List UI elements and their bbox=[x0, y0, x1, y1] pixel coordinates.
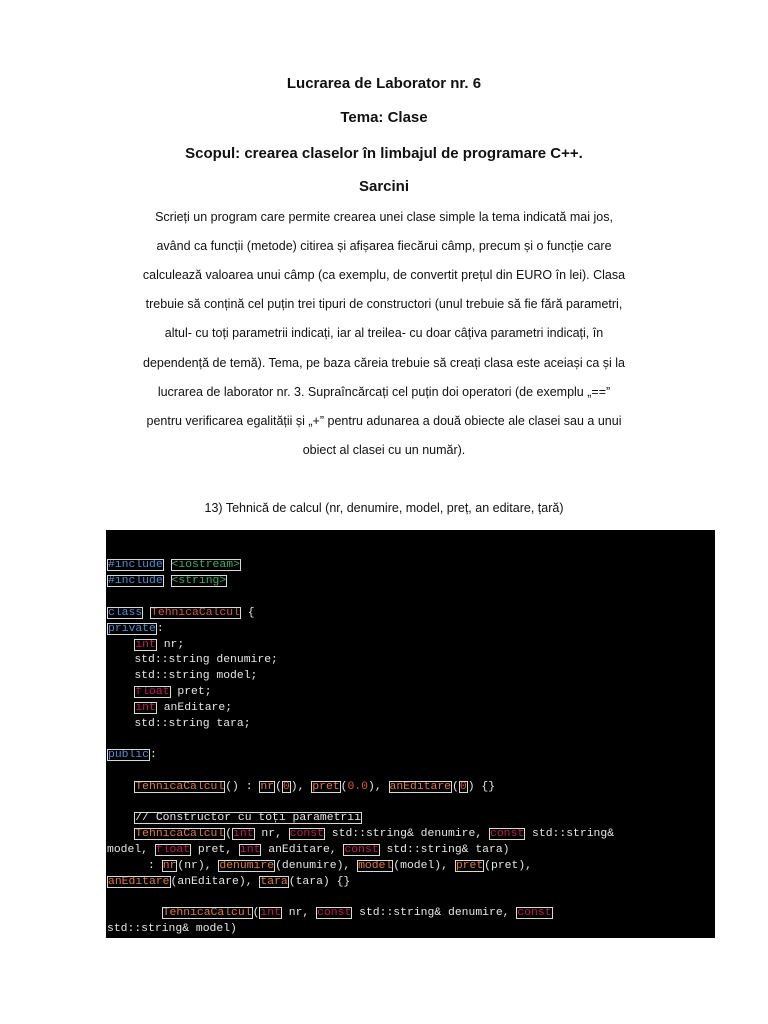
code-token: pret; bbox=[170, 686, 212, 698]
code-token: <iostream> bbox=[171, 559, 240, 571]
code-line bbox=[107, 748, 157, 764]
task-assignment: 13) Tehnică de calcul (nr, denumire, model, preț, an editare, țară) bbox=[204, 501, 564, 515]
code-token: nr, bbox=[281, 907, 317, 919]
code-token: anEditare; bbox=[156, 702, 233, 714]
code-token: int bbox=[135, 702, 156, 714]
code-token: std::string& denumire, bbox=[324, 828, 490, 840]
code-line bbox=[107, 843, 510, 859]
code-token: #include bbox=[108, 559, 163, 571]
code-line bbox=[107, 606, 255, 622]
code-block bbox=[106, 530, 715, 938]
code-token: model, bbox=[107, 844, 155, 856]
code-line: TehnicaCalcul(int nr, const std::string& denumire, const bbox=[162, 907, 552, 919]
code-token: : bbox=[150, 749, 157, 761]
paragraph-line: având ca funcții (metode) citirea și afișarea fiecărui câmp, precum și o funcție care bbox=[156, 239, 612, 253]
code-token: pret, bbox=[191, 844, 239, 856]
code-line bbox=[107, 558, 241, 574]
code-token: (denumire), bbox=[275, 860, 358, 872]
code-line: TehnicaCalcul() : nr(0), pret(0.0), anEditare(0) {} bbox=[135, 781, 496, 793]
code-token: nr; bbox=[156, 639, 185, 651]
code-token: TehnicaCalcul bbox=[135, 828, 225, 840]
code-token: anEditare bbox=[389, 781, 452, 793]
code-token: 0.0 bbox=[347, 781, 368, 793]
code-token: const bbox=[490, 828, 525, 840]
code-token: class bbox=[108, 607, 143, 619]
code-token: pret bbox=[312, 781, 340, 793]
code-token: <string> bbox=[171, 575, 227, 587]
code-line bbox=[107, 701, 232, 717]
code-token: model bbox=[358, 860, 393, 872]
code-line bbox=[107, 685, 212, 701]
code-line bbox=[107, 875, 350, 891]
paragraph-line: trebuie să conțină cel puțin trei tipuri de constructori (unul trebuie să fie fără parametri, bbox=[145, 297, 623, 311]
code-token: (tara) {} bbox=[288, 876, 351, 888]
tasks-heading: Sarcini bbox=[358, 178, 410, 195]
code-token: (anEditare), bbox=[170, 876, 260, 888]
code-token: const bbox=[317, 907, 352, 919]
code-token: private bbox=[108, 623, 156, 635]
code-line bbox=[107, 811, 362, 827]
purpose-heading: Scopul: crearea claselor în limbajul de programare C++. bbox=[185, 145, 583, 162]
code-token: float bbox=[155, 844, 191, 856]
code-line: std::string denumire; bbox=[107, 654, 278, 666]
paragraph-line: dependență de temă). Tema, pe baza căreia trebuie să creați clasa este aceiași ca și la bbox=[143, 356, 625, 370]
code-token: TehnicaCalcul bbox=[135, 781, 225, 793]
code-token: const bbox=[344, 844, 379, 856]
code-line bbox=[107, 622, 164, 638]
code-token: {} bbox=[474, 781, 496, 793]
code-line: std::string tara; bbox=[107, 718, 251, 730]
code-token: : bbox=[107, 860, 162, 872]
code-line: TehnicaCalcul(int nr, const std::string& denumire, const std::string& bbox=[135, 828, 615, 840]
code-token: int bbox=[233, 828, 254, 840]
paragraph-line: obiect al clasei cu un număr). bbox=[302, 443, 466, 457]
code-token: { bbox=[240, 607, 255, 619]
code-token: std::string& tara) bbox=[379, 844, 510, 856]
code-token: std::string& bbox=[525, 828, 615, 840]
paragraph-line: calculează valoarea unui câmp (ca exemplu, de convertit prețul din EURO în lei). Clasa bbox=[142, 268, 626, 282]
code-token: () : bbox=[225, 781, 260, 793]
code-line bbox=[107, 859, 532, 875]
code-token: TehnicaCalcul bbox=[162, 907, 252, 919]
code-token: : bbox=[156, 623, 164, 635]
paragraph-line: pentru verificarea egalității și „+” pentru adunarea a două obiecte ale clasei sau a unui bbox=[146, 414, 622, 428]
code-token: tara bbox=[260, 876, 288, 888]
code-token: 0 bbox=[459, 781, 467, 793]
code-token: anEditare, bbox=[261, 844, 344, 856]
code-token: int bbox=[135, 639, 156, 651]
paragraph-line: lucrarea de laborator nr. 3. Supraîncărcați cel puțin doi operatori (de exemplu „==” bbox=[157, 385, 611, 399]
code-token: int bbox=[239, 844, 261, 856]
code-token: pret bbox=[455, 860, 484, 872]
code-token: #include bbox=[108, 575, 163, 587]
code-line: std::string model; bbox=[107, 670, 258, 682]
code-line: std::string& model) bbox=[107, 923, 237, 935]
code-token: public bbox=[108, 749, 150, 761]
code-token: TehnicaCalcul bbox=[151, 607, 240, 619]
code-token: denumire bbox=[219, 860, 275, 872]
code-line bbox=[107, 574, 227, 590]
code-token: anEditare bbox=[108, 876, 170, 888]
code-token: nr bbox=[162, 860, 177, 872]
paragraph-line: Scrieți un program care permite crearea unei clase simple la tema indicată mai jos, bbox=[155, 210, 613, 224]
code-token: (pret), bbox=[484, 860, 533, 872]
code-line bbox=[107, 638, 184, 654]
code-token: (nr), bbox=[177, 860, 219, 872]
code-comment: // Constructor cu toți parametrii bbox=[135, 812, 361, 824]
code-token: 0 bbox=[282, 781, 290, 793]
paragraph-line: altul- cu toți parametrii indicați, iar al treilea- cu doar câțiva parametri indicați, în bbox=[164, 326, 604, 340]
code-token: std::string& denumire, bbox=[352, 907, 517, 919]
code-token: nr, bbox=[254, 828, 289, 840]
code-token: int bbox=[260, 907, 281, 919]
code-token: const bbox=[517, 907, 552, 919]
page-title: Lucrarea de Laborator nr. 6 bbox=[286, 75, 482, 92]
theme-heading: Tema: Clase bbox=[340, 109, 428, 126]
code-token: const bbox=[289, 828, 324, 840]
code-token: float bbox=[135, 686, 170, 698]
code-token: (model), bbox=[393, 860, 455, 872]
code-token: nr bbox=[260, 781, 275, 793]
